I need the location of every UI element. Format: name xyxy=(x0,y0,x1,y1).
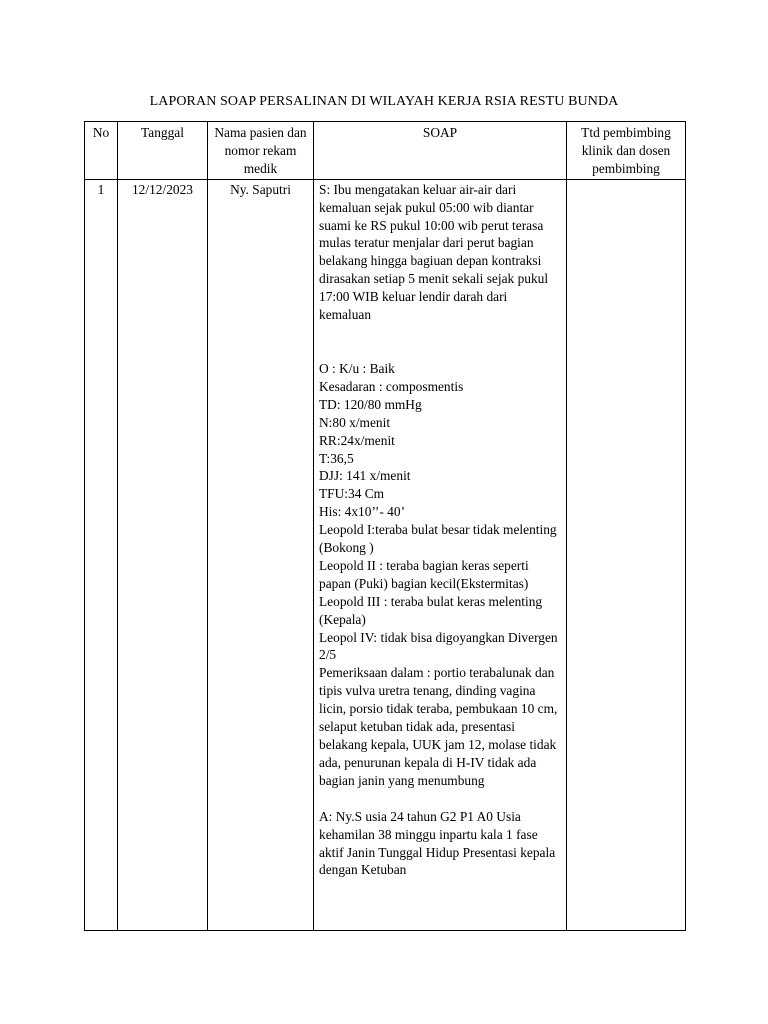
objective-line: RR:24x/menit xyxy=(319,432,395,448)
soap-subjective: S: Ibu mengatakan keluar air-air dari kemaluan sejak pukul 05:00 wib diantar suami ke RS pukul 10:00 wib perut terasa mulas teratur menjalar dari perut bagian belakang hingga bagiuan depan kontraksi dirasakan setiap 5 menit sekali sejak pukul 17:00 WIB keluar lendir darah dari kemaluan xyxy=(319,181,549,323)
objective-line: TD: 120/80 mmHg xyxy=(319,396,422,412)
cell-no: 1 xyxy=(85,179,118,930)
objective-line: Pemeriksaan dalam : portio terabalunak dan tipis vulva uretra tenang, dinding vagina licin, porsio tidak teraba, pembukaan 10 cm, selaput ketuban tidak ada, presentasi belakang kepala, UUK jam 12, molase tidak ada, penurunan kepala di H-IV tidak ada bagian janin yang menumbung xyxy=(319,665,558,788)
page-title: LAPORAN SOAP PERSALINAN DI WILAYAH KERJA RSIA RESTU BUNDA xyxy=(149,94,619,109)
objective-line: N:80 x/menit xyxy=(319,414,391,430)
table-header-row xyxy=(85,122,686,180)
objective-line: Kesadaran : composmentis xyxy=(319,378,464,394)
objective-line: Leopold III : teraba bulat keras melenting (Kepala) xyxy=(319,593,543,627)
soap-report-table xyxy=(84,121,686,931)
soap-assessment: A: Ny.S usia 24 tahun G2 P1 A0 Usia kehamilan 38 minggu inpartu kala 1 fase aktif Janin Tunggal Hidup Presentasi kepala dengan Ketuban xyxy=(319,808,556,878)
header-ttd-pembimbing: Ttd pembimbing klinik dan dosen pembimbing xyxy=(567,122,686,180)
objective-line: Leopold I:teraba bulat besar tidak melenting (Bokong ) xyxy=(319,522,557,556)
objective-line: O : K/u : Baik xyxy=(319,360,395,376)
objective-line: T:36,5 xyxy=(319,450,354,466)
table-row xyxy=(85,179,686,930)
header-tanggal: Tanggal xyxy=(118,122,208,180)
cell-ttd-pembimbing xyxy=(567,179,686,930)
objective-line: DJJ: 141 x/menit xyxy=(319,468,411,484)
objective-line: His: 4x10’’- 40’ xyxy=(319,504,406,520)
header-no: No xyxy=(85,122,118,180)
objective-line: Leopold II : teraba bagian keras seperti papan (Puki) bagian kecil(Ekstermitas) xyxy=(319,557,529,591)
header-soap: SOAP xyxy=(314,122,567,180)
objective-line: Leopol IV: tidak bisa digoyangkan Divergen 2/5 xyxy=(319,629,558,663)
cell-soap xyxy=(314,179,567,930)
cell-tanggal: 12/12/2023 xyxy=(118,179,208,930)
soap-objective xyxy=(319,360,561,790)
cell-nama-pasien: Ny. Saputri xyxy=(208,179,314,930)
objective-line: TFU:34 Cm xyxy=(319,486,385,502)
header-nama-pasien: Nama pasien dan nomor rekam medik xyxy=(208,122,314,180)
